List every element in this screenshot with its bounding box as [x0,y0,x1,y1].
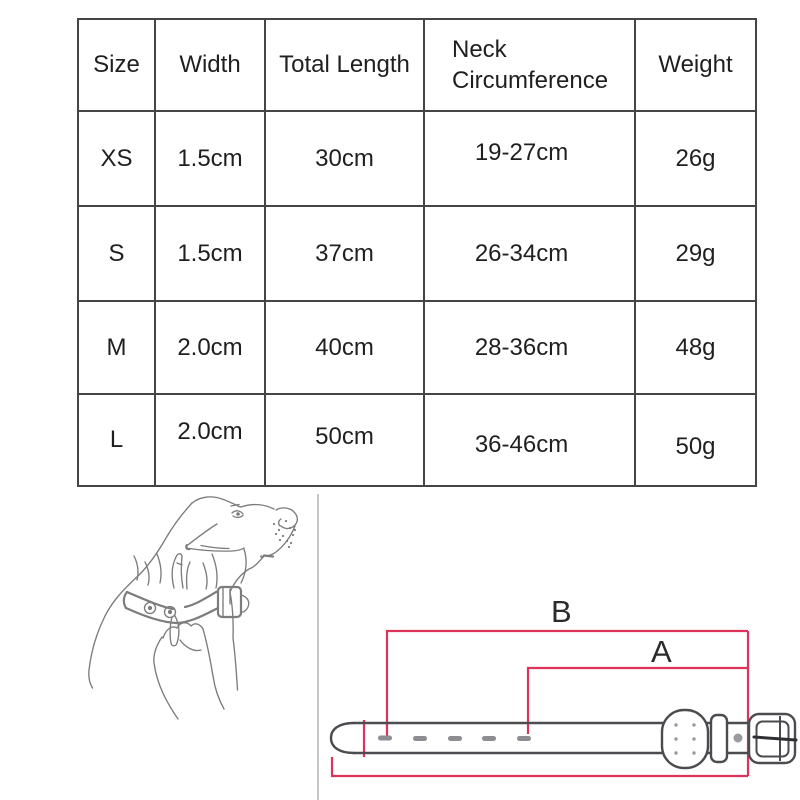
header-label: Weight [658,51,733,78]
dog-collar-fitting-illustration [60,488,325,800]
total-length-label: B [551,594,572,629]
header-label: Total Length [279,51,410,78]
neck-circumference-label: A [651,634,672,669]
header-label: Width [179,51,241,78]
hand-sketch [154,554,224,719]
adjustment-holes [378,736,531,742]
size-cell: L [78,394,155,486]
column-header-weight [635,19,756,111]
neck-circumference-cell: 26-34cm [424,206,635,301]
buckle [749,714,796,763]
table-row [78,301,756,394]
total-length-cell: 37cm [265,206,424,301]
size-cell: XS [78,111,155,206]
keeper-bar [711,715,727,762]
header-row [78,19,756,111]
table-row [78,111,756,206]
width-cell: 2.0cm [155,394,265,486]
total-length-cell: 50cm [265,394,424,486]
rivet-dot [734,734,743,743]
neck-circumference-cell: 19-27cm [424,111,635,206]
weight-cell: 26g [635,111,756,206]
total-length-cell: 30cm [265,111,424,206]
width-cell: 1.5cm [155,206,265,301]
neck-circumference-cell: 28-36cm [424,301,635,394]
column-header-width [155,19,265,111]
sketch-collar [124,587,249,646]
column-header-total-length [265,19,424,111]
size-chart-table [77,18,757,487]
neck-circumference-cell: 36-46cm [424,394,635,486]
header-label: Size [93,51,140,78]
weight-cell: 48g [635,301,756,394]
table-row [78,206,756,301]
weight-cell: 29g [635,206,756,301]
column-header-size [78,19,155,111]
width-cell: 1.5cm [155,111,265,206]
width-cell: 2.0cm [155,301,265,394]
weight-cell: 50g [635,394,756,486]
size-cell: S [78,206,155,301]
table-row [78,394,756,486]
keeper-loop [662,710,708,768]
total-length-cell: 40cm [265,301,424,394]
header-label: Neck Circumference [452,35,609,94]
size-cell: M [78,301,155,394]
column-header-neck-circumference [424,19,635,111]
